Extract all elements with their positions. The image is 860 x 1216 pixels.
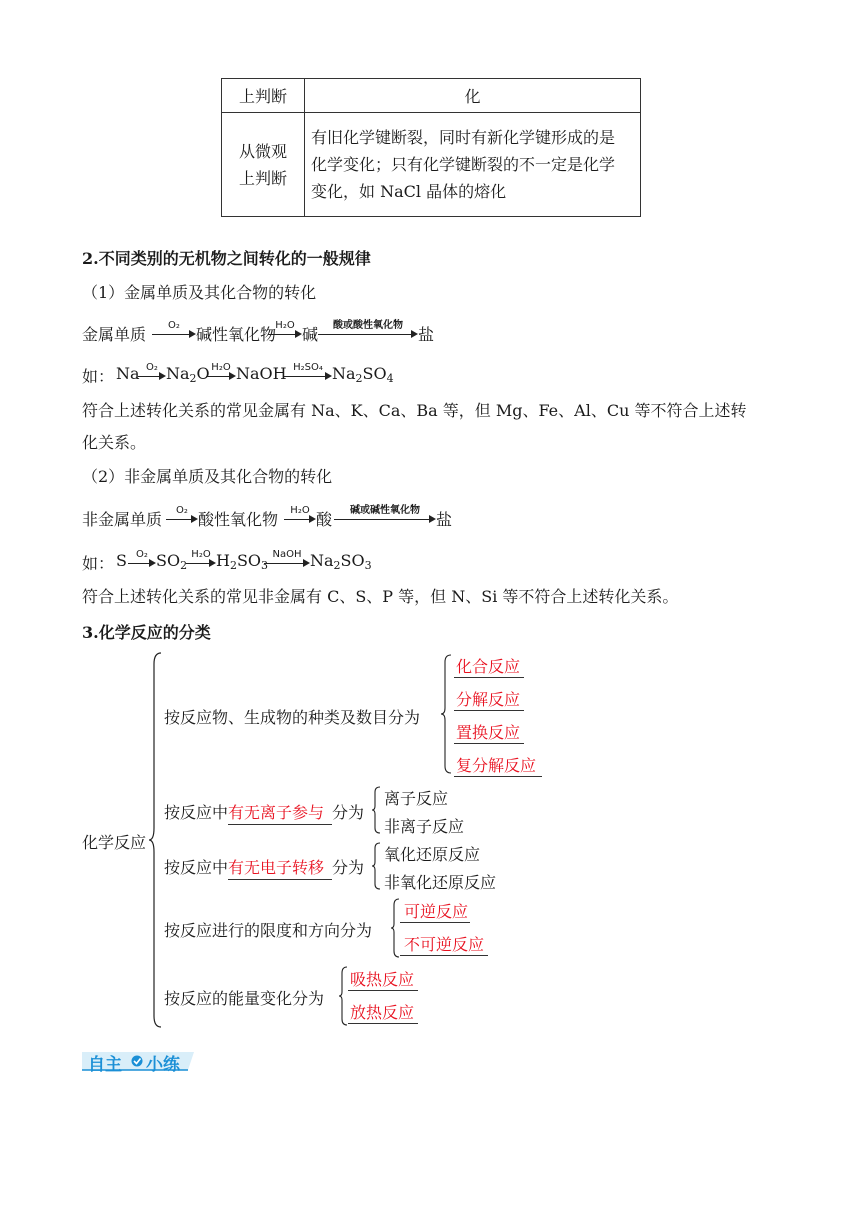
- section-3-heading: [82, 620, 211, 643]
- arrow-label: NaOH: [272, 549, 302, 560]
- category-item: 非氧化还原反应: [384, 873, 497, 892]
- category-item: 非离子反应: [384, 817, 465, 836]
- arrow-label: H₂SO₄: [293, 362, 323, 373]
- answer-item: 放热反应: [350, 1003, 415, 1022]
- arrow-label: H₂O: [191, 549, 211, 560]
- formula-subscript: 2: [189, 372, 197, 385]
- subheading-nonmetal: （2）非金属单质及其化合物的转化: [82, 467, 333, 486]
- comparison-table: [221, 78, 641, 217]
- answer-underline: [348, 1023, 418, 1024]
- table-row: [222, 113, 641, 217]
- chain-species: 盐: [418, 325, 435, 344]
- answer-underline: [400, 955, 488, 956]
- branch-4-label: 按反应进行的限度和方向分为: [164, 921, 373, 940]
- example-prefix: 如：: [82, 367, 115, 386]
- answer-blank: 有无电子转移: [228, 855, 332, 880]
- formula: Na: [116, 364, 140, 383]
- branch-5-label: 按反应的能量变化分为: [164, 989, 325, 1008]
- category-item: 离子反应: [384, 789, 449, 808]
- formula: [332, 364, 394, 385]
- chain-species: 金属单质: [82, 325, 147, 344]
- label-part: 分为: [332, 803, 365, 822]
- arrow-label: O₂: [146, 362, 158, 373]
- table-head-line: 从微观: [238, 141, 287, 161]
- brace-icon: [371, 842, 381, 890]
- formula-part: SO: [236, 551, 262, 570]
- chain-species: 碱性氧化物: [196, 325, 277, 344]
- formula-subscript: 3: [261, 559, 269, 572]
- answer-item: 吸热反应: [350, 970, 415, 989]
- formula-subscript: 2: [180, 559, 188, 572]
- answer-item: 置换反应: [456, 723, 521, 742]
- table-row: [222, 79, 641, 113]
- section-number: 2: [82, 249, 94, 268]
- brace-icon: [440, 654, 452, 774]
- answer-underline: [400, 922, 470, 923]
- answer-underline: [454, 743, 524, 744]
- arrow-label: O₂: [168, 320, 180, 331]
- big-brace-icon: [148, 652, 162, 1028]
- branch-3-label: [164, 855, 364, 880]
- brace-icon: [371, 786, 381, 834]
- answer-item: 复分解反应: [456, 756, 537, 775]
- formula-subscript: 4: [386, 372, 394, 385]
- classification-root: 化学反应: [82, 833, 147, 852]
- arrow-label: O₂: [176, 505, 188, 516]
- formula-part: Na: [166, 364, 190, 383]
- formula-subscript: 2: [333, 559, 341, 572]
- arrow-label: 碱或碱性氧化物: [350, 505, 420, 516]
- formula-part: O: [196, 364, 210, 383]
- chain-species: 非金属单质: [82, 510, 163, 529]
- table-text-line: 化学变化；只有化学键断裂的不一定是化学: [311, 155, 616, 174]
- table-cell-head: 上判断: [222, 79, 305, 113]
- metal-note-line: 化关系。: [82, 433, 147, 452]
- nonmetal-note: 符合上述转化关系的常见非金属有 C、S、P 等，但 N、Si 等不符合上述转化关系。: [82, 587, 679, 606]
- chain-species: 酸性氧化物: [198, 510, 279, 529]
- formula: [216, 551, 268, 572]
- chain-species: 酸: [316, 510, 333, 529]
- answer-item: 可逆反应: [404, 902, 469, 921]
- table-cell-head: [222, 113, 305, 217]
- metal-note-line: 符合上述转化关系的常见金属有 Na、K、Ca、Ba 等，但 Mg、Fe、Al、Cu 等不符合上述转: [82, 401, 747, 420]
- formula: S: [116, 551, 127, 570]
- arrow-label: 酸或酸性氧化物: [333, 320, 403, 331]
- brace-icon: [390, 898, 400, 958]
- example-prefix: 如：: [82, 554, 115, 573]
- answer-item: 分解反应: [456, 690, 521, 709]
- formula: NaOH: [236, 364, 287, 383]
- table-cell-body: [305, 113, 641, 217]
- formula-subscript: 2: [355, 372, 363, 385]
- formula-part: SO: [362, 364, 387, 383]
- category-item: 氧化还原反应: [384, 845, 481, 864]
- label-part: 按反应中: [164, 858, 229, 877]
- label-part: 按反应中: [164, 803, 229, 822]
- badge-right-text: 小练: [146, 1055, 180, 1075]
- arrow-label: H₂O: [290, 505, 310, 516]
- formula-part: SO: [156, 551, 181, 570]
- formula-part: SO: [340, 551, 365, 570]
- section-number: 3: [82, 623, 94, 642]
- subheading-metal: （1）金属单质及其化合物的转化: [82, 283, 317, 302]
- table-cell-body: 化: [305, 79, 641, 113]
- formula-part: H: [216, 551, 230, 570]
- table-head-line: 上判断: [238, 168, 287, 188]
- formula: [156, 551, 187, 572]
- table-text-line: 变化，如 NaCl 晶体的熔化: [311, 182, 507, 201]
- branch-1-label: 按反应物、生成物的种类及数目分为: [164, 708, 421, 727]
- answer-item: 化合反应: [456, 657, 521, 676]
- formula-part: Na: [310, 551, 334, 570]
- arrow-label: O₂: [136, 549, 148, 560]
- arrow-label: H₂O: [275, 320, 295, 331]
- formula-part: Na: [332, 364, 356, 383]
- formula: [310, 551, 372, 572]
- answer-blank: 有无离子参与: [228, 800, 332, 825]
- section-title: .化学反应的分类: [93, 623, 211, 642]
- formula-subscript: 2: [229, 559, 237, 572]
- table-text-line: 有旧化学键断裂，同时有新化学键形成的是: [311, 128, 616, 147]
- formula-subscript: 3: [364, 559, 372, 572]
- section-title: .不同类别的无机物之间转化的一般规律: [93, 249, 371, 268]
- chain-species: 盐: [436, 510, 453, 529]
- branch-2-label: [164, 800, 364, 825]
- badge-left-text: 自主: [88, 1055, 122, 1075]
- answer-underline: [348, 990, 418, 991]
- answer-underline: [454, 710, 524, 711]
- answer-item: 不可逆反应: [404, 935, 485, 954]
- answer-underline: [454, 677, 524, 678]
- formula: [166, 364, 210, 385]
- answer-underline: [454, 776, 542, 777]
- brace-icon: [338, 966, 348, 1026]
- chain-species: 碱: [302, 325, 319, 344]
- section-2-heading: [82, 246, 371, 269]
- arrow-label: H₂O: [211, 362, 231, 373]
- label-part: 分为: [332, 858, 365, 877]
- self-practice-badge: [82, 1048, 197, 1075]
